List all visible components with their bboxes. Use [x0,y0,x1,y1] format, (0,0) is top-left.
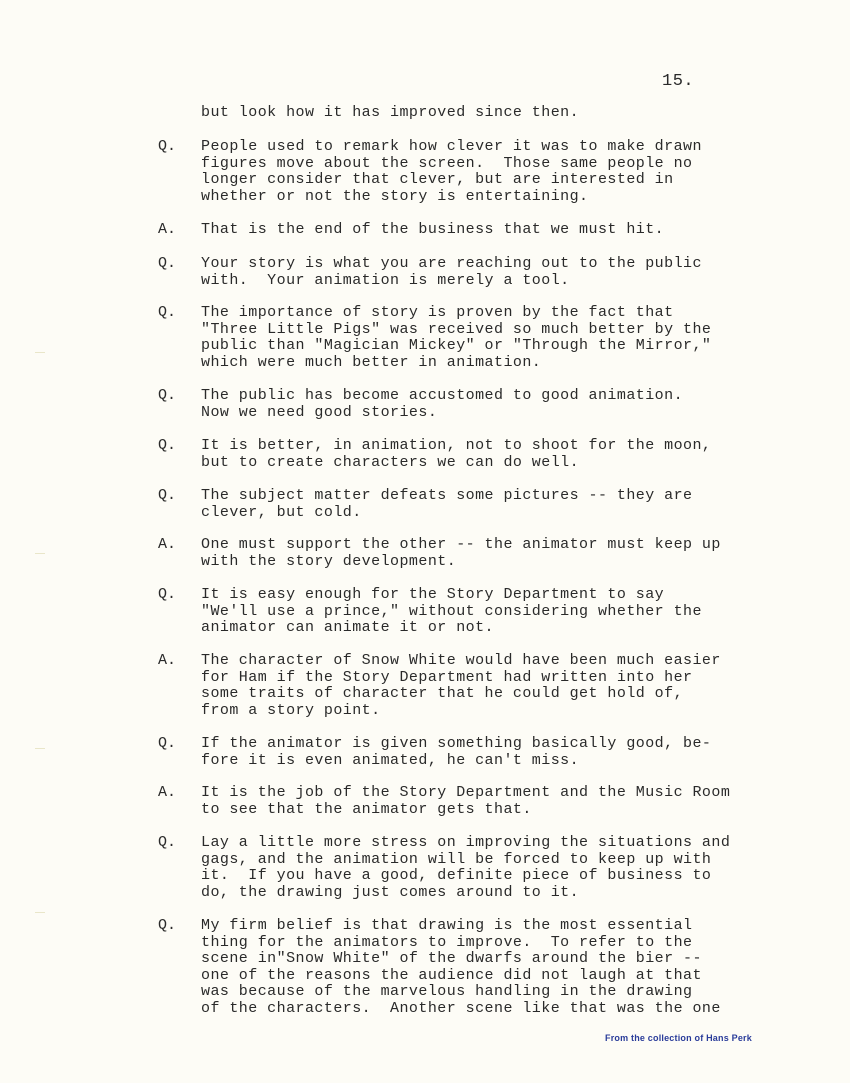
speaker-label: Q. [158,387,177,404]
speaker-label: Q. [158,138,177,155]
margin-mark [35,912,45,913]
margin-mark [35,553,45,554]
speaker-label: Q. [158,255,177,272]
entry-text: The subject matter defeats some pictures -- they are clever, but cold. [201,487,693,521]
entry-text: Your story is what you are reaching out to the public with. Your animation is merely a tool. [201,255,702,289]
entry-text: People used to remark how clever it was to make drawn figures move about the screen. Those same people no longer consider that clever, but are interested in whether or not the story is entertaining. [201,138,702,205]
entry-text: It is easy enough for the Story Department to say "We'll use a prince," without considering whether the animator can animate it or not. [201,586,702,636]
speaker-label: Q. [158,917,177,934]
collection-credit: From the collection of Hans Perk [605,1033,752,1043]
entry-text: That is the end of the business that we must hit. [201,221,665,238]
speaker-label: A. [158,536,177,553]
entry-text: If the animator is given something basically good, be- fore it is even animated, he can't miss. [201,735,712,769]
speaker-label: A. [158,652,177,669]
entry-text: The importance of story is proven by the fact that "Three Little Pigs" was received so much better by the public than "Magician Mickey" or "Through the Mirror," which were much better in animation. [201,304,712,371]
speaker-label: Q. [158,586,177,603]
entry-text: My firm belief is that drawing is the most essential thing for the animators to improve. To refer to the scene in"Snow White" of the dwarfs around the bier -- one of the reasons the audience did not laugh at that was because of the marvelous handling in the drawing of the characters. Another scene like that was the one [201,917,721,1017]
speaker-label: Q. [158,304,177,321]
speaker-label: Q. [158,487,177,504]
speaker-label: A. [158,221,177,238]
entry-text: Lay a little more stress on improving the situations and gags, and the animation will be forced to keep up with it. If you have a good, definite piece of business to do, the drawing just comes around to it. [201,834,731,901]
speaker-label: Q. [158,437,177,454]
entry-text: It is the job of the Story Department and the Music Room to see that the animator gets that. [201,784,731,818]
entry-text: It is better, in animation, not to shoot for the moon, but to create characters we can do well. [201,437,712,471]
speaker-label: Q. [158,834,177,851]
entry-text: The character of Snow White would have been much easier for Ham if the Story Department had written into her some traits of character that he could get hold of, from a story point. [201,652,721,719]
entry-text: but look how it has improved since then. [201,104,580,121]
entry-text: The public has become accustomed to good animation. Now we need good stories. [201,387,684,421]
page-number: 15. [662,72,695,91]
speaker-label: Q. [158,735,177,752]
entry-text: One must support the other -- the animator must keep up with the story development. [201,536,721,570]
margin-mark [35,352,45,353]
speaker-label: A. [158,784,177,801]
margin-mark [35,748,45,749]
